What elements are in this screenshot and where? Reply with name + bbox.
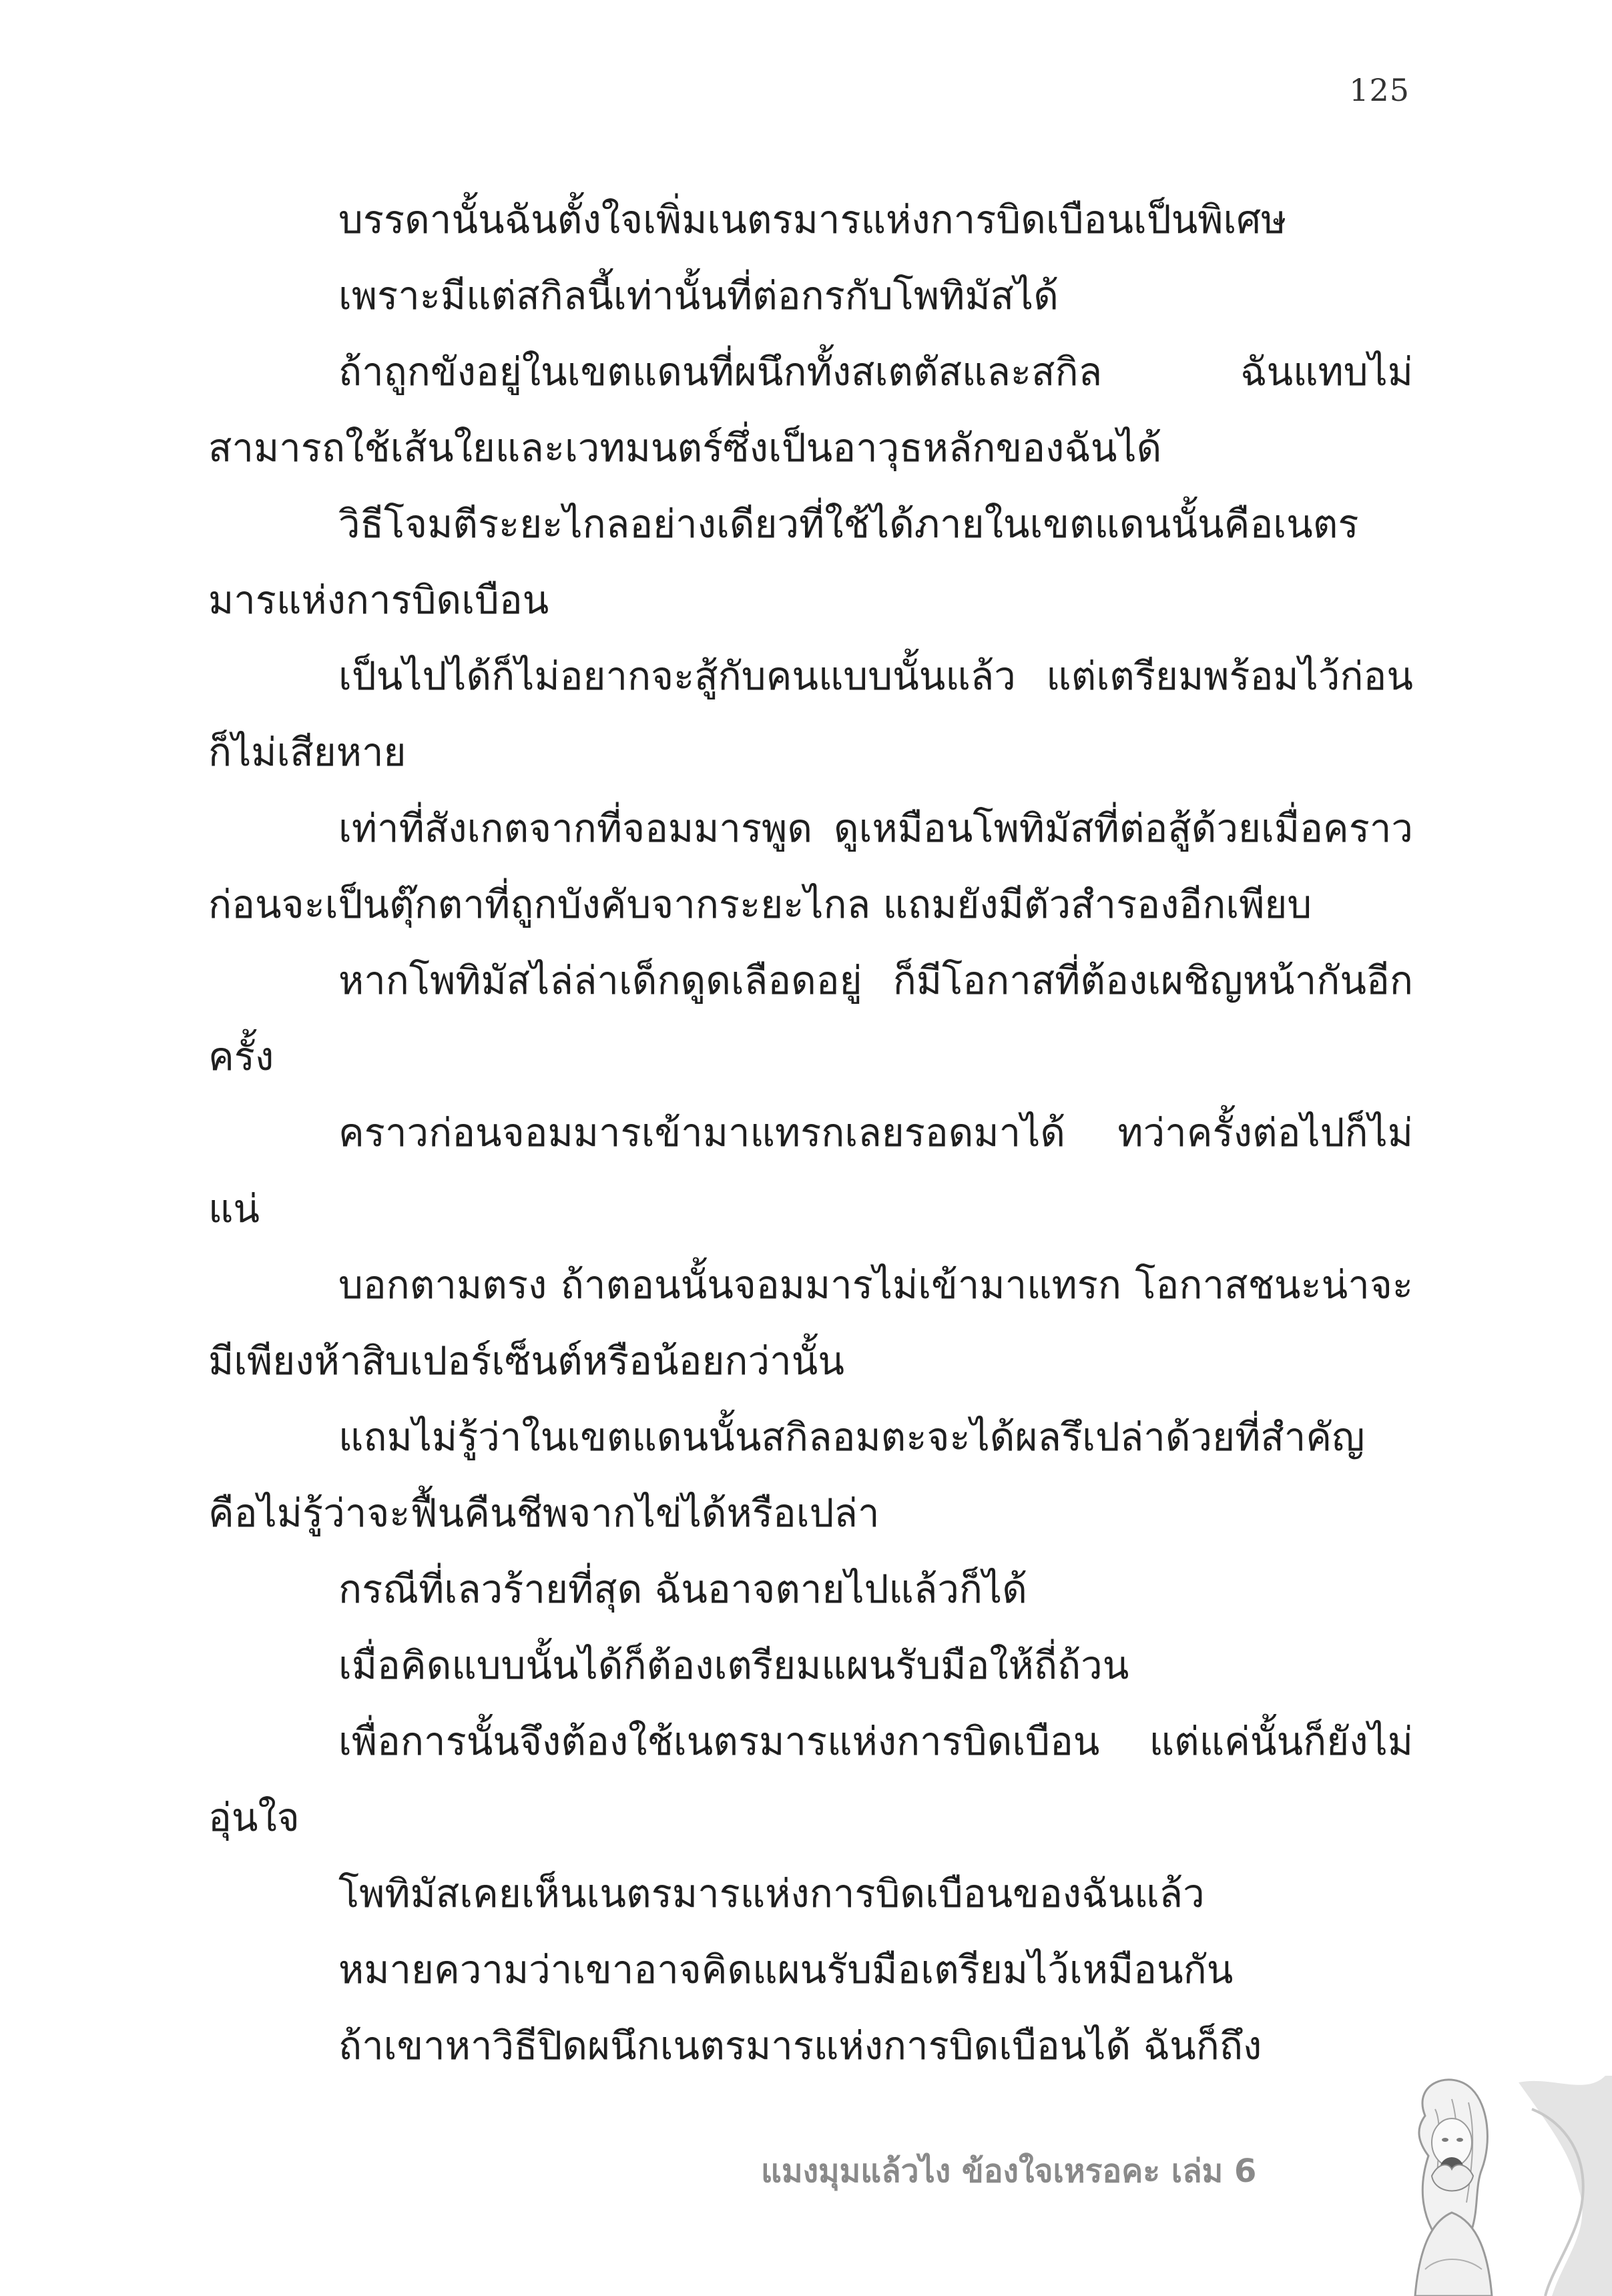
paragraph: ถ้าเขาหาวิธีปิดผนึกเนตรมารแห่งการบิดเบือนได้ ฉันก็ถึง — [338, 2023, 1262, 2068]
paragraph: บรรดานั้นฉันตั้งใจเพิ่มเนตรมารแห่งการบิดเบือนเป็นพิเศษ — [338, 197, 1287, 242]
paragraph: หากโพทิมัสไล่ล่าเด็กดูดเลือดอยู่ ก็มีโอกาสที่ต้องเผชิญหน้ากันอีกครั้ง — [208, 958, 1413, 1079]
paragraph: ถ้าถูกขังอยู่ในเขตแดนที่ผนึกทั้งสเตตัสและสกิล ฉันแทบไม่สามารถใช้เส้นใยและเวทมนตร์ซึ่งเป็นอาวุธหลักของฉันได้ — [208, 349, 1413, 471]
paragraph: วิธีโจมตีระยะไกลอย่างเดียวที่ใช้ได้ภายในเขตแดนนั้นคือเนตรมารแห่งการบิดเบือน — [208, 501, 1359, 623]
paragraph: กรณีที่เลวร้ายที่สุด ฉันอาจตายไปแล้วก็ได้ — [338, 1566, 1027, 1612]
paragraph: เพื่อการนั้นจึงต้องใช้เนตรมารแห่งการบิดเบือน แต่แค่นั้นก็ยังไม่อุ่นใจ — [208, 1719, 1413, 1840]
paragraph: โพทิมัสเคยเห็นเนตรมารแห่งการบิดเบือนของฉันแล้ว — [338, 1871, 1205, 1916]
page-number: 125 — [1349, 72, 1410, 108]
sketch-girl-illustration-icon — [1352, 2069, 1612, 2296]
paragraph: เมื่อคิดแบบนั้นได้ก็ต้องเตรียมแผนรับมือให้ถี่ถ้วน — [338, 1643, 1129, 1688]
paragraph: แถมไม่รู้ว่าในเขตแดนนั้นสกิลอมตะจะได้ผลรึเปล่าด้วยที่สำคัญคือไม่รู้ว่าจะฟื้นคืนชีพจากไข่ได้หรือเปล่า — [208, 1414, 1365, 1536]
paragraph: เพราะมีแต่สกิลนี้เท่านั้นที่ต่อกรกับโพทิมัสได้ — [338, 273, 1059, 318]
paragraph: เป็นไปได้ก็ไม่อยากจะสู้กับคนแบบนั้นแล้ว แต่เตรียมพร้อมไว้ก่อนก็ไม่เสียหาย — [208, 653, 1413, 775]
paragraph: คราวก่อนจอมมารเข้ามาแทรกเลยรอดมาได้ ทว่าครั้งต่อไปก็ไม่แน่ — [208, 1110, 1413, 1231]
paragraph: หมายความว่าเขาอาจคิดแผนรับมือเตรียมไว้เหมือนกัน — [338, 1947, 1234, 1992]
paragraph: บอกตามตรง ถ้าตอนนั้นจอมมารไม่เข้ามาแทรก โอกาสชนะน่าจะมีเพียงห้าสิบเปอร์เซ็นต์หรือน้อยกว่านั้น — [208, 1262, 1413, 1384]
paragraph: เท่าที่สังเกตจากที่จอมมารพูด ดูเหมือนโพทิมัสที่ต่อสู้ด้วยเมื่อคราวก่อนจะเป็นตุ๊กตาที่ถูกบังคับจากระยะไกล แถมยังมีตัวสำรองอีกเพียบ — [208, 806, 1413, 927]
body-text — [208, 182, 1413, 2084]
book-title-footer: แมงมุมแล้วไง ข้องใจเหรอคะ เล่ม 6 — [761, 2152, 1257, 2190]
